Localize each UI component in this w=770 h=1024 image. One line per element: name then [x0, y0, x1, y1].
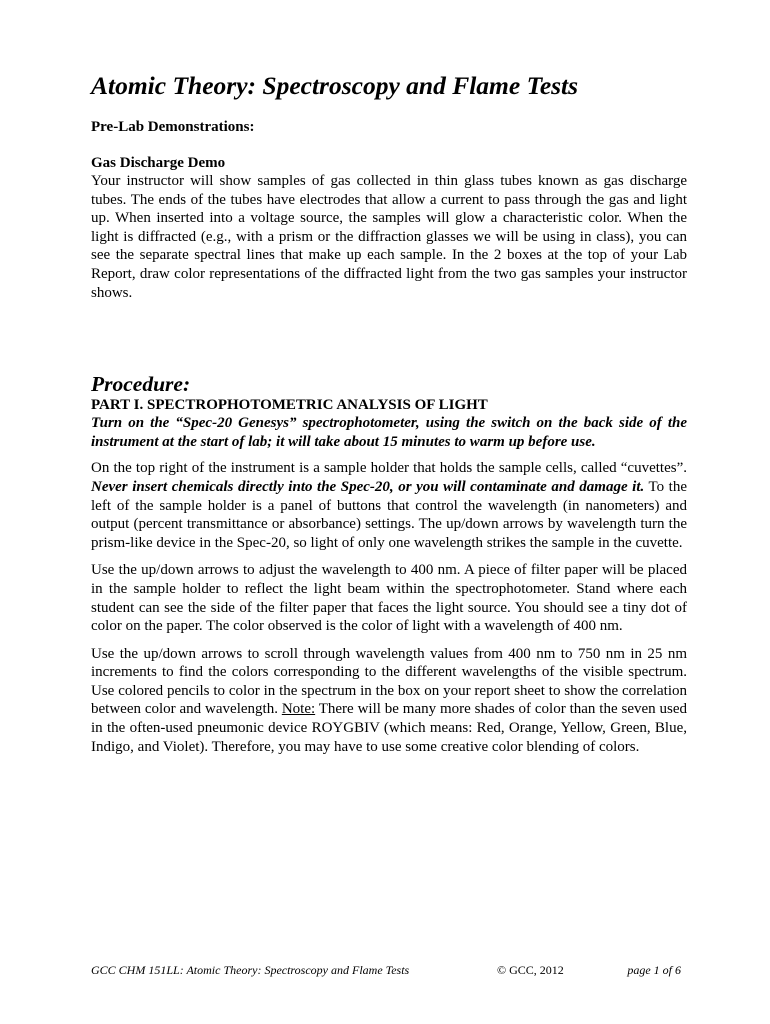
paragraph-text: There will be many more shades of color than the seven used in the often-used pneumonic device ROYGBIV (which means: Red, Orange, Yellow, Green, Blue, Indigo, and Violet). Therefore, you may have to use some creative color blending of colors. — [91, 701, 687, 755]
page-footer — [91, 961, 681, 979]
paragraph-spectrum — [91, 645, 687, 757]
paragraph-text: To the left of the sample holder is a panel of buttons that control the wavelength (in nanometers) and output (percent transmittance or absorbance) settings. The up/down arrows by wavelength turn the prism-like device in the Spec-20, so light of only one wavelength strikes the sample in the cuvette. — [91, 478, 687, 551]
procedure-heading: Procedure: — [91, 372, 191, 397]
part-title: PART I. SPECTROPHOTOMETRIC ANALYSIS OF LIGHT — [91, 397, 488, 414]
paragraph-sample-holder — [91, 459, 687, 552]
paragraph-text: On the top right of the instrument is a sample holder that holds the sample cells, called “cuvettes”. — [91, 460, 687, 477]
footer-copyright: © GCC, 2012 — [497, 963, 564, 977]
note-label: Note: — [281, 701, 316, 718]
page-content — [91, 68, 687, 756]
paragraph-text: Use the up/down arrows to scroll through wavelength values from 400 nm to 750 nm in 25 nm increments to find the colors corresponding to the different wavelengths of the visible spectrum. Use colored pencils to color in the spectrum in the box on your report sheet to show the correlation between color and wavelength. — [91, 645, 687, 718]
footer-page-number: page 1 of 6 — [627, 963, 681, 977]
paragraph-filter-paper: Use the up/down arrows to adjust the wavelength to 400 nm. A piece of filter paper will be placed in the sample holder to reflect the light beam within the spectrophotometer. Stand where each student can see the side of the filter paper that faces the light source. You should see a tiny dot of color on the paper. The color observed is the color of light with a wavelength of 400 nm. — [91, 562, 687, 635]
warning-text: Never insert chemicals directly into the Spec-20, or you will contaminate and damage it. — [91, 478, 645, 495]
demo-heading: Gas Discharge Demo — [91, 155, 226, 171]
demo-paragraph: Your instructor will show samples of gas collected in thin glass tubes known as gas discharge tubes. The ends of the tubes have electrodes that allow a current to pass through the gas and light up. When inserted into a voltage source, the samples will glow a characteristic color. When the light is diffracted (e.g., with a prism or the diffraction glasses we will be using in class), you can see the separate spectral lines that make up each sample. In the 2 boxes at the top of your Lab Report, draw color representations of the diffracted light from the two gas samples your instructor shows. — [91, 173, 687, 301]
prelab-heading: Pre-Lab Demonstrations: — [91, 119, 255, 135]
footer-course: GCC CHM 151LL: Atomic Theory: Spectroscopy and Flame Tests — [91, 963, 410, 977]
page-title: Atomic Theory: Spectroscopy and Flame Tests — [91, 71, 579, 100]
warmup-instruction: Turn on the “Spec-20 Genesys” spectrophotometer, using the switch on the back side of the instrument at the start of lab; it will take about 15 minutes to warm up before use. — [91, 415, 687, 450]
